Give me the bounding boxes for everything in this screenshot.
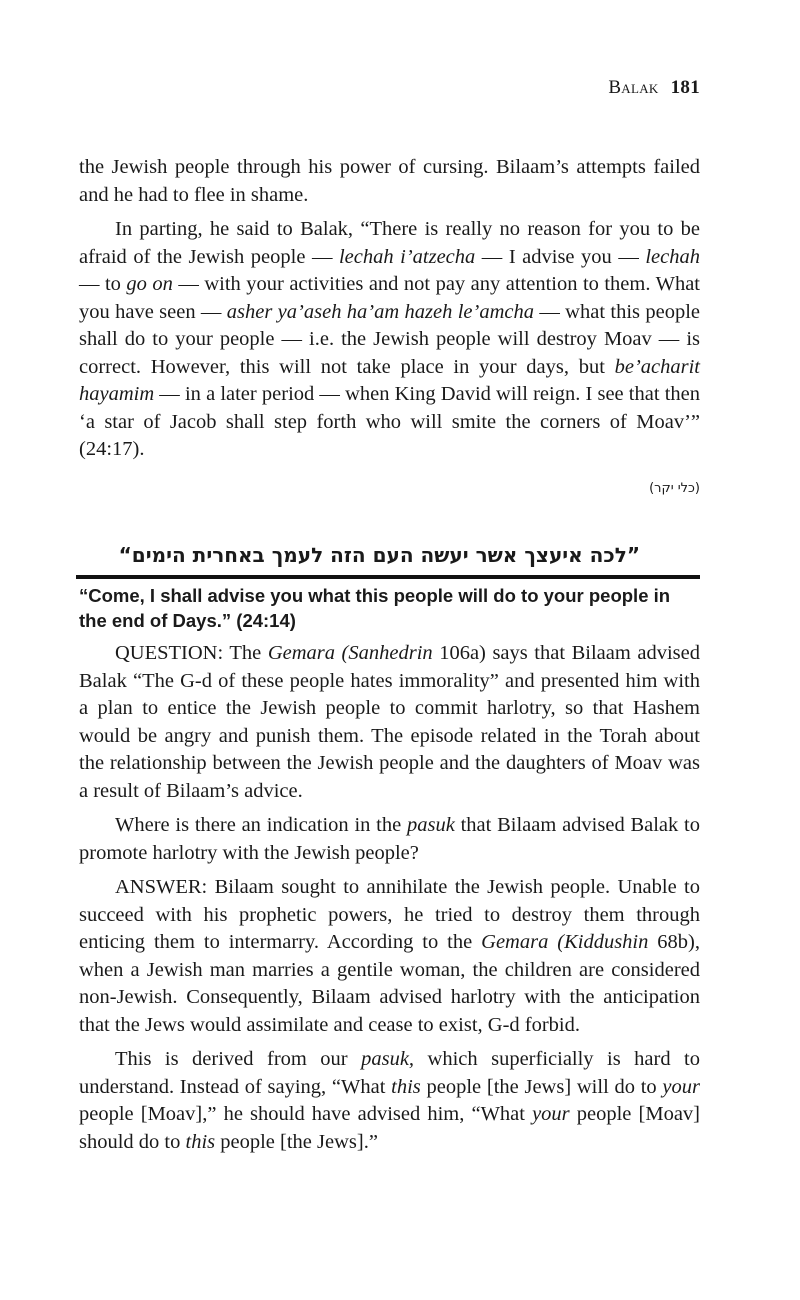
running-head — [608, 77, 700, 99]
page-number: 181 — [670, 77, 700, 98]
text-run: This is derived from our — [115, 1048, 362, 1070]
source-citation: (כלי יקר) — [649, 481, 700, 496]
text-run: people [Moav],” he should have advised him, “What — [79, 1103, 533, 1125]
paragraph — [79, 1046, 700, 1156]
italic-term: this — [185, 1130, 216, 1153]
text-run: QUESTION: The — [115, 642, 268, 664]
italic-term: Gemara (Kiddushin — [481, 931, 649, 953]
text-run: Where is there an indication in the — [115, 814, 407, 836]
text-run: 106a) says that Bilaam advised Balak “The G-d of these people hates immorality” and presented him with a plan to entice the Jewish people to commit harlotry, so that Hashem would be angry and punish them. The episode related in the Torah about the relationship between the Jewish people and the daughters of Moav was a result of Bilaam’s advice. — [79, 642, 700, 802]
text-run: — in a later period — when King David will reign. I see that then ‘a star of Jacob shall step forth who will smite the corners of Moav’” (24:17). — [79, 383, 700, 460]
text-run: people [the Jews] will do to — [420, 1075, 663, 1098]
text-run: that Bilaam advised Balak to promote harlotry with the Jewish people? — [79, 814, 700, 864]
text-run: — what this people shall do to your people — i.e. the Jewish people will destroy Moav — is correct. However, this will not take place in your days, but — [79, 300, 700, 378]
heading-rule — [76, 575, 700, 579]
italic-term: asher ya’aseh ha’am hazeh le’amcha — [226, 300, 534, 323]
text-run: people [Moav] should do to — [79, 1103, 700, 1153]
text-run: — with your activities and not pay any attention to them. What you have seen — — [79, 273, 700, 323]
text-run: people [the Jews].” — [215, 1130, 378, 1153]
text-run: — to — [79, 273, 127, 295]
italic-term: pasuk, — [361, 1048, 415, 1070]
italic-term: be’acharit hayamim — [79, 355, 700, 405]
text-run: In parting, he said to Balak, “There is really no reason for you to be afraid of the Jewish people — — [79, 218, 700, 268]
paragraph — [79, 812, 700, 867]
paragraph — [79, 154, 700, 209]
section2-body — [79, 640, 700, 1156]
text-run: — I advise you — — [475, 245, 646, 268]
section1-body — [79, 154, 700, 464]
running-head-title: Balak — [608, 77, 659, 98]
text-run: the Jewish people through his power of cursing. Bilaam’s attempts failed and he had to flee in shame. — [79, 156, 700, 206]
paragraph — [79, 640, 700, 805]
paragraph — [79, 874, 700, 1039]
italic-term: your — [532, 1103, 570, 1125]
text-run: 68b), when a Jewish man marries a gentile woman, the children are considered non-Jewish. Consequently, Bilaam advised harlotry with the anticipation that the Jews would assimilate and cease to exist, G-d forbid. — [79, 931, 701, 1036]
italic-term: Gemara (Sanhedrin — [267, 642, 433, 664]
text-run: which superficially is hard to understand. Instead of saying, “What — [79, 1048, 701, 1098]
italic-term: your — [662, 1075, 700, 1098]
italic-term: this — [391, 1075, 421, 1098]
italic-term: lechah i’atzecha — [338, 245, 476, 268]
italic-term: pasuk — [406, 814, 455, 836]
italic-term: lechah — [645, 245, 700, 268]
english-verse-heading: “Come, I shall advise you what this people will do to your people in the end of Days.” (24:14) — [79, 585, 671, 631]
paragraph — [79, 216, 700, 464]
hebrew-verse-heading: ”לכה איעצך אשר יעשה העם הזה לעמך באחרית הימים“ — [118, 543, 640, 567]
text-run: ANSWER: Bilaam sought to annihilate the Jewish people. Unable to succeed with his prophetic powers, he tried to destroy them through enticing them to intermarry. According to the — [79, 876, 700, 953]
italic-term: go on — [126, 273, 173, 295]
